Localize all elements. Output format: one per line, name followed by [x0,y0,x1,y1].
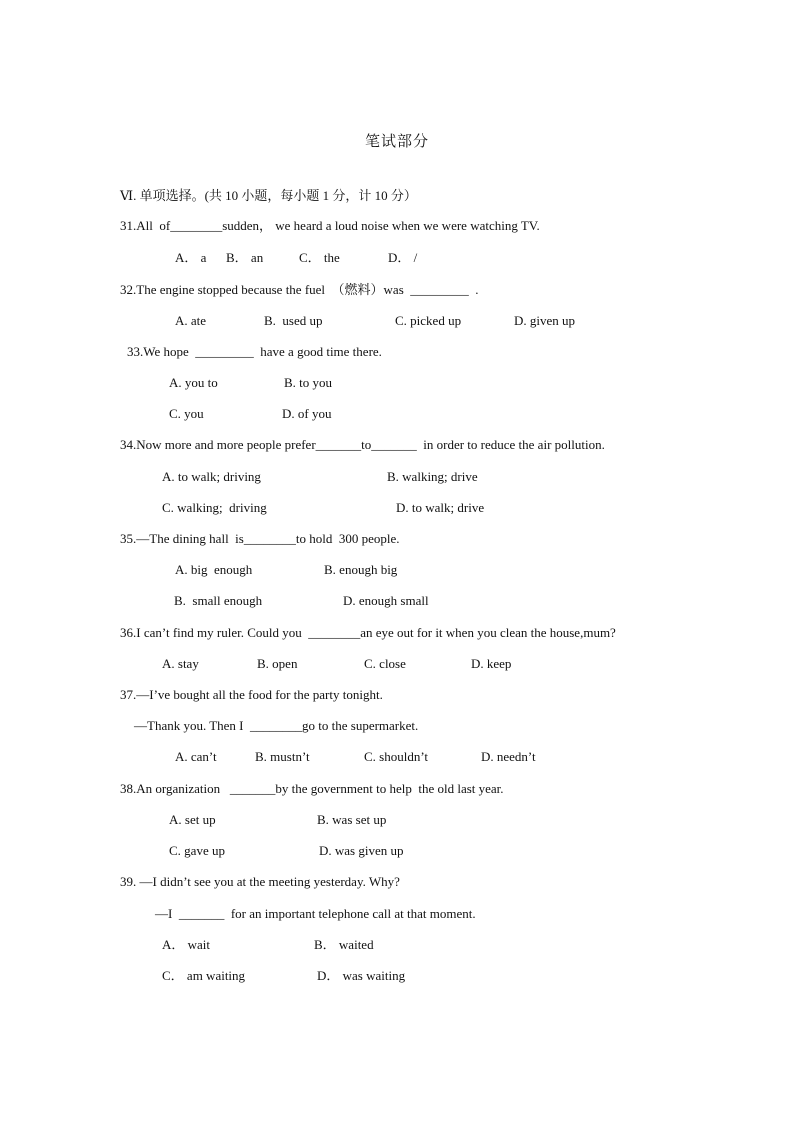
q31-option-b: B． an [226,250,264,265]
q39-option-b: B． waited [314,937,374,952]
q38-option-c: C. gave up [169,843,225,858]
question-37-stem: 37.—I’ve bought all the food for the party tonight. [120,687,383,702]
q33-option-b: B. to you [284,375,333,390]
q31-option-c: C． the [299,250,340,265]
q38-option-d: D. was given up [319,843,404,858]
page-title: 笔试部分 [365,134,430,150]
question-34-stem: 34.Now more and more people prefer_______to_______ in order to reduce the air pollution. [120,437,605,452]
q38-option-a: A. set up [169,812,216,827]
q32-option-d: D. given up [514,313,576,328]
question-36-stem: 36.I can’t find my ruler. Could you ________an eye out for it when you clean the house,mum? [120,625,616,640]
q36-option-a: A. stay [162,656,199,671]
q37-option-c: C. shouldn’t [364,749,429,764]
section-header: Ⅵ. 单项选择。(共 10 小题，每小题 1 分，计 10 分） [120,188,417,203]
question-37-reply: —Thank you. Then I ________go to the supermarket. [134,718,419,733]
q32-option-c: C. picked up [395,313,462,328]
question-39-stem: 39. —I didn’t see you at the meeting yesterday. Why? [120,874,400,889]
question-33-stem: 33.We hope _________ have a good time there. [127,344,382,359]
question-39-reply: —I _______ for an important telephone call at that moment. [155,906,476,921]
q36-option-c: C. close [364,656,406,671]
q35-option-b: B. enough big [324,562,398,577]
q34-option-d: D. to walk; drive [396,500,485,515]
q39-option-a: A． wait [162,937,211,952]
q33-option-c: C. you [169,406,204,421]
q31-option-d: D． / [388,250,418,265]
q39-option-c: C． am waiting [162,968,246,983]
q37-option-b: B. mustn’t [255,749,310,764]
q37-option-a: A. can’t [175,749,217,764]
q36-option-b: B. open [257,656,298,671]
question-35-stem: 35.—The dining hall is________to hold 300 people. [120,531,400,546]
question-38-stem: 38.An organization _______by the government to help the old last year. [120,781,504,796]
q33-option-a: A. you to [169,375,218,390]
question-32-stem: 32.The engine stopped because the fuel （燃料）was _________ . [120,282,479,297]
q32-option-b: B. used up [264,313,323,328]
q31-option-a: A． a [175,250,207,265]
q38-option-b: B. was set up [317,812,387,827]
q35-option-c: B. small enough [174,593,263,608]
q34-option-a: A. to walk; driving [162,469,261,484]
q33-option-d: D. of you [282,406,332,421]
q34-option-b: B. walking; drive [387,469,478,484]
q35-option-a: A. big enough [175,562,253,577]
q35-option-d: D. enough small [343,593,429,608]
q39-option-d: D． was waiting [317,968,406,983]
q37-option-d: D. needn’t [481,749,536,764]
q34-option-c: C. walking; driving [162,500,267,515]
question-31-stem: 31.All of________sudden， we heard a loud noise when we were watching TV. [120,218,540,233]
q32-option-a: A. ate [175,313,207,328]
q36-option-d: D. keep [471,656,512,671]
